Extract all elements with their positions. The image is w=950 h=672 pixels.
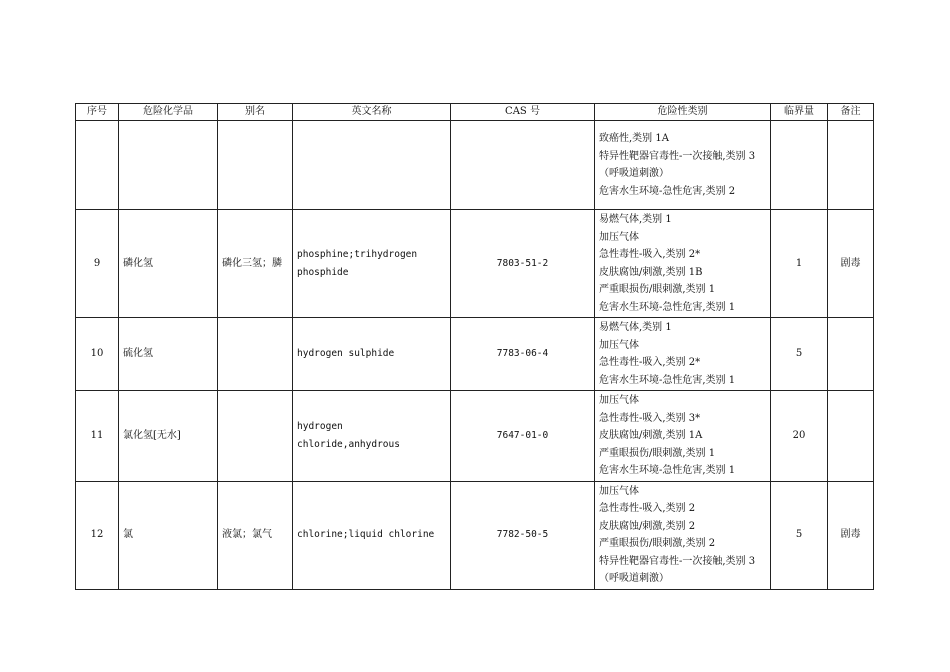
hazardous-chemicals-table [75, 103, 874, 590]
cell-threshold: 5 [771, 481, 828, 589]
hazard-item: 致癌性,类别 1A [599, 133, 669, 144]
cell-alias [218, 318, 293, 391]
cell-no: 10 [76, 318, 119, 391]
hazard-item: 急性毒性-吸入,类别 2* [599, 249, 701, 260]
cell-english: chlorine;liquid chlorine [293, 481, 451, 589]
table-row [76, 318, 874, 391]
cell-hazards [595, 121, 771, 210]
cell-threshold: 5 [771, 318, 828, 391]
cell-alias: 液氯；氯气 [218, 481, 293, 589]
cell-hazards [595, 481, 771, 589]
hazard-item: 特异性靶器官毒性-一次接触,类别 3（呼吸道刺激） [599, 150, 756, 179]
hazard-item: 危害水生环境-急性危害,类别 2 [599, 185, 736, 197]
header-alias: 别名 [218, 104, 293, 121]
header-english: 英文名称 [293, 104, 451, 121]
hazard-item: 急性毒性-吸入,类别 2* [599, 357, 701, 368]
cell-note: 剧毒 [828, 210, 874, 318]
hazard-item: 加压气体 [599, 339, 639, 351]
hazard-item: 急性毒性-吸入,类别 2 [599, 503, 696, 514]
header-cas: CAS 号 [451, 104, 595, 121]
cell-alias [218, 121, 293, 210]
hazard-item: 严重眼损伤/眼刺激,类别 1 [599, 447, 716, 459]
cell-cas: 7647-01-0 [451, 391, 595, 482]
hazard-item: 皮肤腐蚀/刺激,类别 2 [599, 520, 696, 532]
cell-hazards [595, 391, 771, 482]
cell-note [828, 391, 874, 482]
cell-no: 12 [76, 481, 119, 589]
hazard-item: 严重眼损伤/眼刺激,类别 1 [599, 284, 716, 295]
cell-threshold: 20 [771, 391, 828, 482]
cell-alias: 磷化三氢；膦 [218, 210, 293, 318]
hazard-item: 危害水生环境-急性危害,类别 1 [599, 465, 736, 476]
table-row [76, 121, 874, 210]
hazard-item: 危害水生环境-急性危害,类别 1 [599, 374, 736, 386]
hazard-item: 皮肤腐蚀/刺激,类别 1B [599, 266, 703, 278]
header-name: 危险化学品 [119, 104, 218, 121]
cell-name: 氯 [119, 481, 218, 589]
hazard-item: 易燃气体,类别 1 [599, 322, 672, 333]
header-threshold: 临界量 [771, 104, 828, 121]
cell-note: 剧毒 [828, 481, 874, 589]
cell-note [828, 318, 874, 391]
cell-english: phosphine;trihydrogen phosphide [293, 210, 451, 318]
header-note: 备注 [828, 104, 874, 121]
cell-english [293, 121, 451, 210]
cell-name: 氯化氢[无水] [119, 391, 218, 482]
hazard-item: 危害水生环境-急性危害,类别 1 [599, 301, 736, 313]
header-row [76, 104, 874, 121]
table-row [76, 391, 874, 482]
cell-name: 硫化氢 [119, 318, 218, 391]
cell-english: hydrogen chloride,anhydrous [293, 391, 451, 482]
cell-no [76, 121, 119, 210]
hazard-item: 加压气体 [599, 485, 639, 497]
hazard-item: 加压气体 [599, 395, 639, 406]
header-hazards: 危险性类别 [595, 104, 771, 121]
cell-cas: 7803-51-2 [451, 210, 595, 318]
cell-alias [218, 391, 293, 482]
cell-no: 11 [76, 391, 119, 482]
cell-hazards [595, 318, 771, 391]
cell-name [119, 121, 218, 210]
table-row [76, 210, 874, 318]
cell-name: 磷化氢 [119, 210, 218, 318]
cell-cas [451, 121, 595, 210]
hazard-item: 加压气体 [599, 231, 639, 243]
cell-cas: 7783-06-4 [451, 318, 595, 391]
cell-note [828, 121, 874, 210]
hazard-item: 特异性靶器官毒性-一次接触,类别 3（呼吸道刺激） [599, 555, 756, 584]
cell-hazards [595, 210, 771, 318]
cell-threshold: 1 [771, 210, 828, 318]
cell-english: hydrogen sulphide [293, 318, 451, 391]
table-row [76, 481, 874, 589]
header-no: 序号 [76, 104, 119, 121]
cell-cas: 7782-50-5 [451, 481, 595, 589]
hazard-item: 皮肤腐蚀/刺激,类别 1A [599, 430, 703, 441]
hazard-item: 严重眼损伤/眼刺激,类别 2 [599, 538, 716, 549]
hazard-item: 易燃气体,类别 1 [599, 214, 672, 225]
cell-no: 9 [76, 210, 119, 318]
cell-threshold [771, 121, 828, 210]
hazard-item: 急性毒性-吸入,类别 3* [599, 412, 701, 424]
